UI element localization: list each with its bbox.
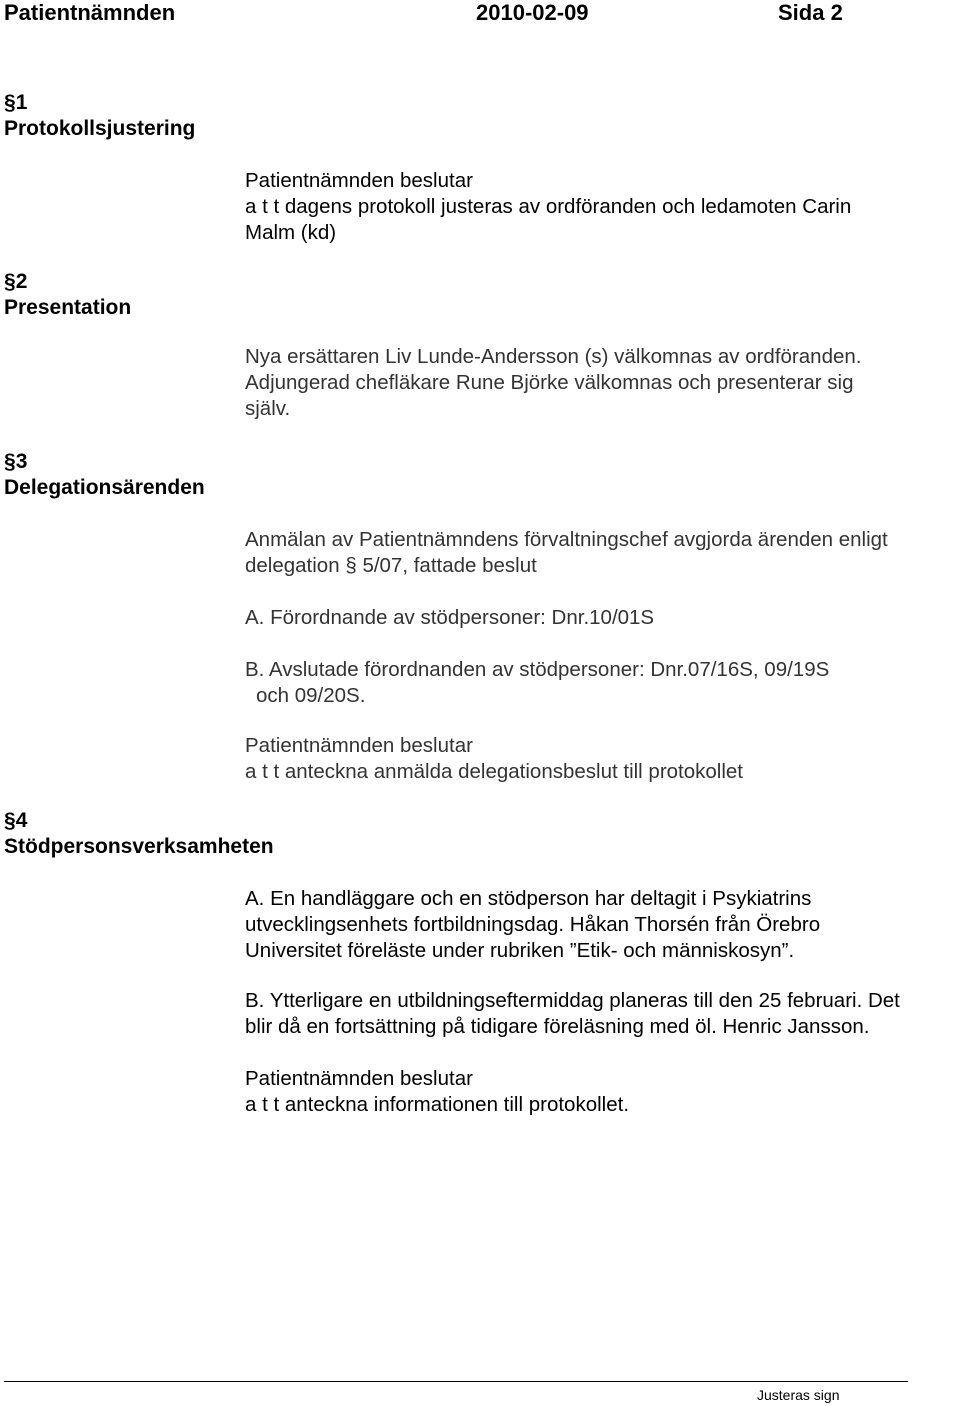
section-2-number: §2 xyxy=(4,270,28,293)
section-2-title: Presentation xyxy=(4,296,132,319)
section-3-title: Delegationsärenden xyxy=(4,476,205,499)
section-3-item-b-line-2: och 09/20S. xyxy=(256,684,366,707)
section-symbol: § xyxy=(4,809,16,832)
section-3-item-b-line-1: B. Avslutade förordnanden av stödpersoner: Dnr.07/16S, 09/19S xyxy=(245,658,830,681)
section-symbol: § xyxy=(4,270,16,293)
header-org: Patientnämnden xyxy=(4,0,176,25)
section-4-para-b-line-2: blir då en fortsättning på tidigare föreläsning med öl. Henric Jansson. xyxy=(245,1015,870,1038)
section-symbol: § xyxy=(345,554,357,577)
section-4-decision-label: Patientnämnden beslutar xyxy=(245,1067,473,1090)
section-3-decision-line: a t t anteckna anmälda delegationsbeslut till protokollet xyxy=(245,760,744,783)
section-2-body-line-1: Nya ersättaren Liv Lunde-Andersson (s) välkomnas av ordföranden. xyxy=(245,345,862,368)
section-1-decision-line-2: Malm (kd) xyxy=(245,221,337,244)
footer-sign-label: Justeras sign xyxy=(757,1387,840,1403)
section-symbol: § xyxy=(4,450,16,473)
section-3-intro-line-1: Anmälan av Patientnämndens förvaltningschef avgjorda ärenden enligt xyxy=(245,528,888,551)
header-date: 2010-02-09 xyxy=(476,0,589,25)
section-1-decision-label: Patientnämnden beslutar xyxy=(245,169,473,192)
section-4-para-a-line-2: utvecklingsenhets fortbildningsdag. Håkan Thorsén från Örebro xyxy=(245,913,821,936)
section-3-decision-label: Patientnämnden beslutar xyxy=(245,734,473,757)
section-2-body-line-3: själv. xyxy=(245,397,291,420)
section-4-number: §4 xyxy=(4,809,28,832)
section-3-item-a: A. Förordnande av stödpersoner: Dnr.10/01S xyxy=(245,606,655,629)
section-3-number: §3 xyxy=(4,450,28,473)
section-symbol: § xyxy=(4,91,16,114)
section-4-para-a-line-3: Universitet föreläste under rubriken ”Etik- och människosyn”. xyxy=(245,939,795,962)
section-4-title: Stödpersonsverksamheten xyxy=(4,835,274,858)
section-4-para-a-line-1: A. En handläggare och en stödperson har deltagit i Psykiatrins xyxy=(245,887,812,910)
section-3-intro-line-2: delegation § 5/07, fattade beslut xyxy=(245,554,537,577)
section-4-decision-line: a t t anteckna informationen till protokollet. xyxy=(245,1093,630,1116)
section-4-para-b-line-1: B. Ytterligare en utbildningseftermiddag planeras till den 25 februari. Det xyxy=(245,989,900,1012)
footer-rule xyxy=(4,1381,908,1382)
section-1-title: Protokollsjustering xyxy=(4,117,196,140)
section-1-number: §1 xyxy=(4,91,28,114)
section-2-body-line-2: Adjungerad chefläkare Rune Björke välkomnas och presenterar sig xyxy=(245,371,854,394)
section-1-decision-line-1: a t t dagens protokoll justeras av ordföranden och ledamoten Carin xyxy=(245,195,852,218)
header-page: Sida 2 xyxy=(778,0,843,25)
